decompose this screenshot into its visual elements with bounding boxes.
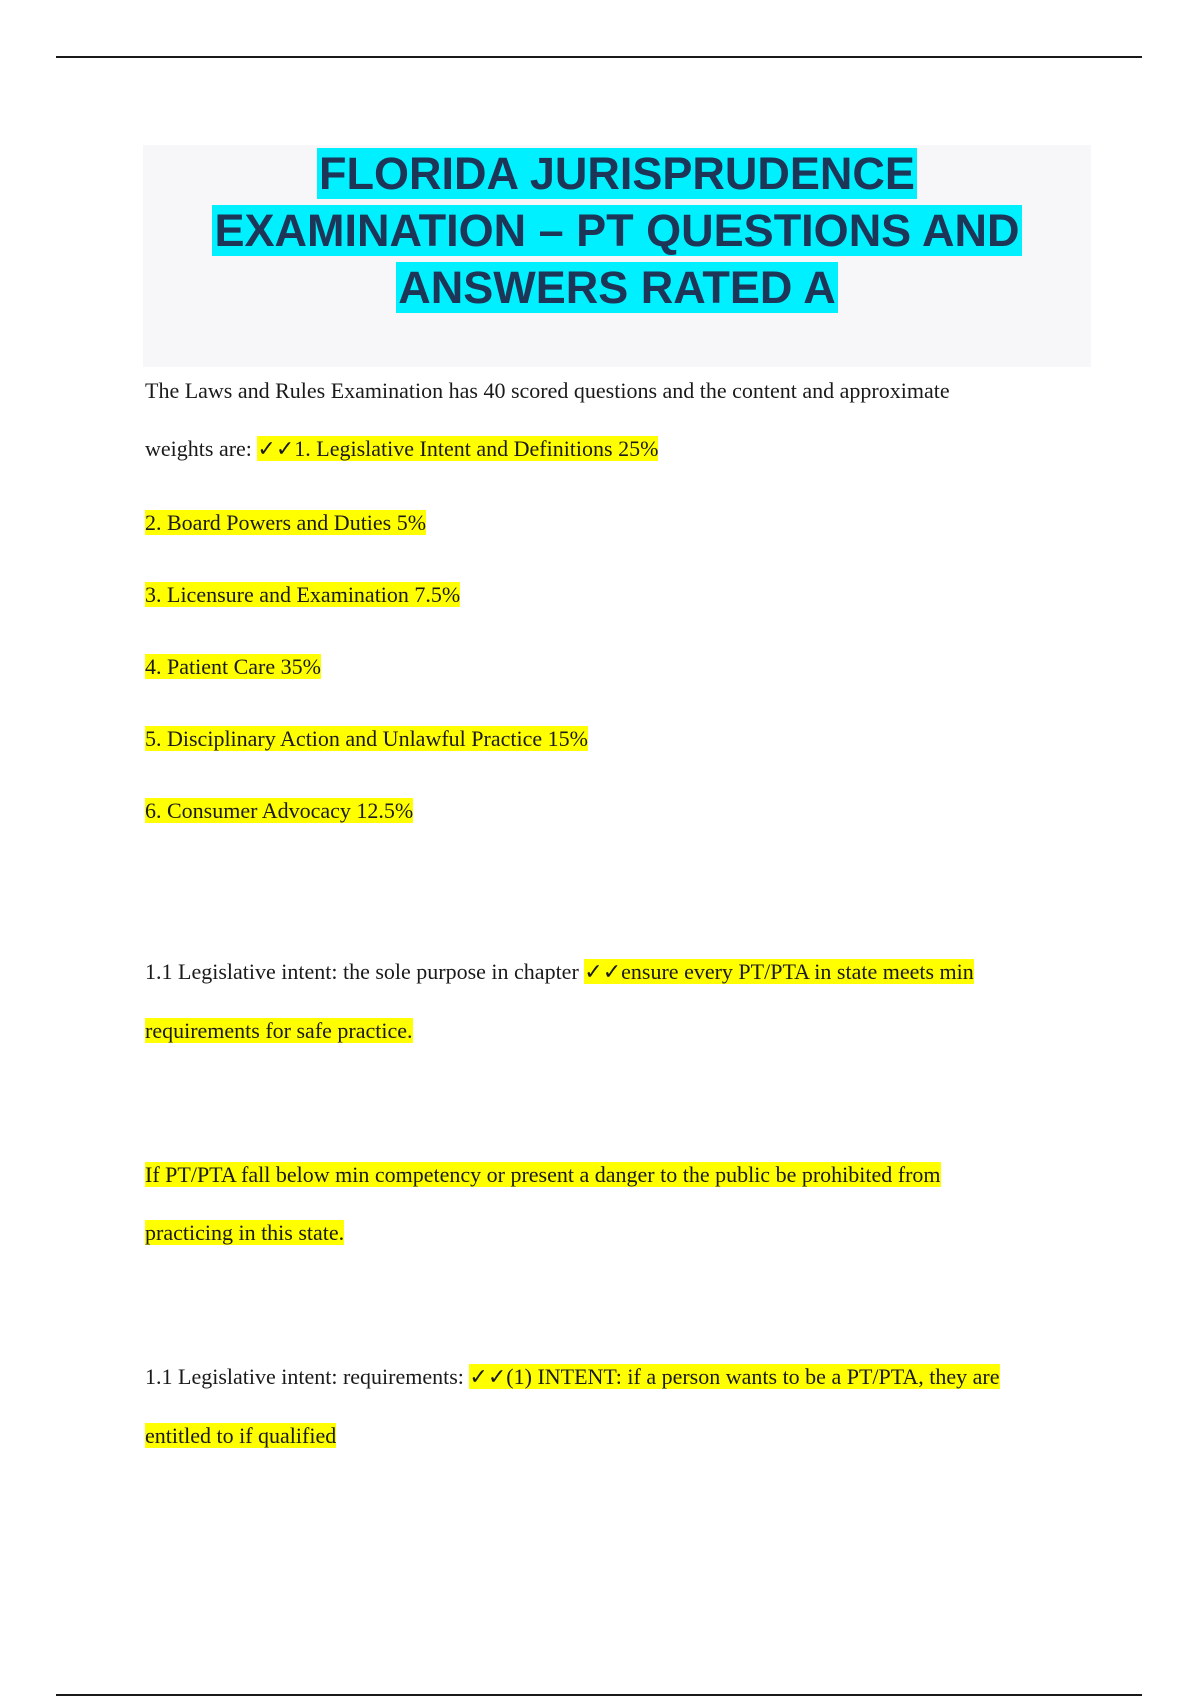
- document-body: [145, 362, 1105, 1465]
- title-line-1: FLORIDA JURISPRUDENCE: [319, 148, 915, 199]
- weight-item-2: 2. Board Powers and Duties 5%: [145, 510, 427, 535]
- title-line-3: ANSWERS RATED A: [398, 262, 836, 313]
- weight-item: [145, 580, 1105, 610]
- intro-paragraph: [145, 362, 1105, 479]
- continuation-line-2: practicing in this state.: [145, 1220, 345, 1245]
- question-1-continuation: [145, 1146, 1105, 1262]
- footer-rule: [56, 1694, 1142, 1696]
- weight-item: [145, 508, 1105, 538]
- question-1-answer-line-1: ensure every PT/PTA in state meets min: [621, 959, 974, 984]
- intro-answer: [257, 436, 658, 461]
- question-2-answer-line-2: entitled to if qualified: [145, 1423, 337, 1448]
- check-mark-icon: ✓✓: [584, 960, 622, 985]
- weight-item-5: 5. Disciplinary Action and Unlawful Practice 15%: [145, 726, 588, 751]
- weight-item-4: 4. Patient Care 35%: [145, 654, 321, 679]
- title-line-2: EXAMINATION – PT QUESTIONS AND: [214, 205, 1020, 256]
- weight-item: [145, 652, 1105, 682]
- weight-item: [145, 796, 1105, 826]
- question-2-text: 1.1 Legislative intent: requirements:: [145, 1364, 464, 1389]
- intro-text-line-2: weights are:: [145, 436, 252, 461]
- check-mark-icon: ✓✓: [257, 437, 295, 462]
- question-2-answer-start: [469, 1364, 999, 1389]
- header-rule: [56, 56, 1142, 58]
- title-block: [143, 145, 1091, 367]
- check-mark-icon: ✓✓: [469, 1365, 507, 1390]
- question-1-answer-start: [584, 959, 974, 984]
- weight-item-1: 1. Legislative Intent and Definitions 25%: [294, 436, 659, 461]
- question-2: [145, 1348, 1105, 1465]
- question-1: [145, 943, 1105, 1060]
- question-1-text: 1.1 Legislative intent: the sole purpose in chapter: [145, 959, 579, 984]
- weight-item: [145, 724, 1105, 754]
- document-title: [167, 145, 1067, 316]
- question-1-answer-line-2: requirements for safe practice.: [145, 1018, 413, 1043]
- question-2-answer-line-1: (1) INTENT: if a person wants to be a PT/PTA, they are: [506, 1364, 1000, 1389]
- intro-text-line-1: The Laws and Rules Examination has 40 scored questions and the content and approximate: [145, 378, 950, 403]
- weight-item-6: 6. Consumer Advocacy 12.5%: [145, 798, 414, 823]
- weight-item-3: 3. Licensure and Examination 7.5%: [145, 582, 461, 607]
- continuation-line-1: If PT/PTA fall below min competency or present a danger to the public be prohibited from: [145, 1162, 941, 1187]
